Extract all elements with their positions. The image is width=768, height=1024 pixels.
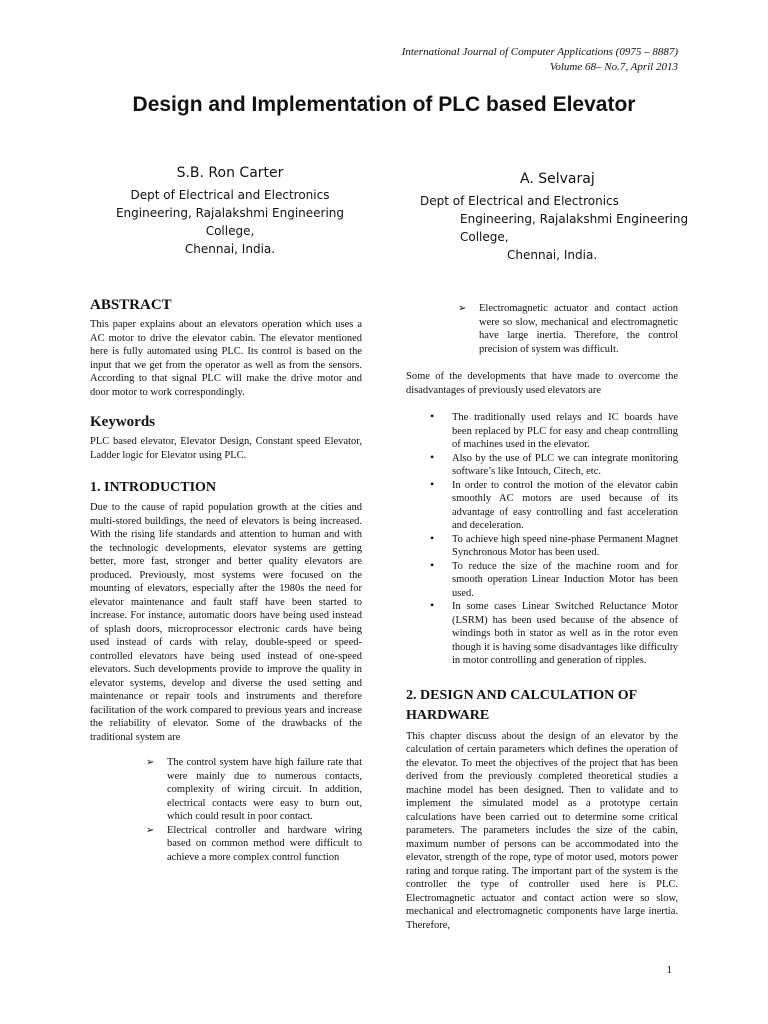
author-affiliation-line: Engineering, Rajalakshmi Engineering	[460, 212, 689, 226]
list-item	[430, 530, 678, 560]
keywords-text: PLC based elevator, Elevator Design, Constant speed Elevator, Ladder logic for Elevator using PLC.	[90, 436, 362, 461]
list-item-text: In order to control the motion of the elevator cabin smoothly AC motors are used because of its advantage of easy controlling and fast acceleration and deceleration.	[452, 479, 678, 531]
list-item	[458, 302, 678, 356]
arrow-bullet-icon: ➢	[146, 824, 155, 836]
paper-title: Design and Implementation of PLC based Elevator	[132, 93, 636, 116]
drawbacks-list	[146, 756, 362, 864]
introduction-heading: 1. INTRODUCTION	[90, 480, 217, 495]
list-item-text: To reduce the size of the machine room and for smooth operation Linear Induction Motor has been used.	[452, 560, 678, 599]
right-column	[406, 302, 678, 932]
abstract-heading: ABSTRACT	[90, 297, 172, 313]
left-column	[90, 296, 362, 864]
author-affiliation-line: Dept of Electrical and Electronics	[420, 194, 619, 208]
keywords-heading: Keywords	[90, 414, 155, 430]
list-item	[146, 824, 362, 865]
list-item	[430, 557, 678, 601]
arrow-bullet-icon: ➢	[146, 757, 155, 768]
author-affiliation-line: Chennai, India.	[184, 242, 276, 256]
arrow-bullet-icon: ➢	[458, 303, 467, 314]
journal-volume: Volume 68– No.7, April 2013	[549, 61, 678, 73]
developments-intro-text: Some of the developments that have made to overcome the disadvantages of previously used elevators are	[406, 371, 678, 396]
author-name: A. Selvaraj	[520, 171, 595, 187]
list-item-text: Also by the use of PLC we can integrate monitoring software’s like Intouch, Citech, etc.	[452, 452, 678, 477]
dot-bullet-icon: •	[430, 557, 435, 572]
section2-heading: 2. DESIGN AND CALCULATION OF HARDWARE	[406, 687, 637, 723]
developments-list	[430, 411, 678, 668]
list-item-text: The traditionally used relays and IC boards have been replaced by PLC for easy and cheap controlling of machines used in the elevator.	[452, 412, 678, 450]
introduction-text: Due to the cause of rapid population growth at the cities and multi-stored buildings, the need of elevators is being increased. With the rising life standards and attention to human and with the technologic developments, elevator systems are getting better, more fast, stronger and better quality elevators are produced. Previously, most systems were focused on the mounting of elevators, especially after the 1980s the need for elevator maintenance and fault staff have been started to increase. For instance, automatic doors have being used instead of splash doors, microprocessor electronic cards have being used instead of cards with relay, double-speed or speed-controlled elevators have being used instead of one-speed elevators. Such developments provide to improve the quality in elevator systems, develop and diverse the used setting and maintenance or repair tools and instruments and therefore facilitation of the work compared to previous years and increase the reliability of elevator. Some of the drawbacks of the traditional system are	[90, 502, 362, 743]
author-affiliation-line: Chennai, India.	[507, 248, 598, 262]
author-affiliation-line: College,	[205, 224, 255, 238]
list-item	[146, 756, 362, 824]
list-item-text: To achieve high speed nine-phase Permanent Magnet Synchronous Motor has been used.	[452, 533, 678, 558]
list-item	[430, 449, 678, 479]
journal-name: International Journal of Computer Applications (0975 – 8887)	[401, 46, 678, 58]
author-affiliation-line: Engineering, Rajalakshmi Engineering	[115, 206, 345, 220]
author-name: S.B. Ron Carter	[176, 165, 284, 181]
journal-header	[402, 45, 678, 75]
list-item-text: Electromagnetic actuator and contact action were so slow, mechanical and electromagnetic have large inertia. Therefore, the control precision of system was difficult.	[479, 303, 678, 355]
drawbacks-list-continued	[458, 302, 678, 356]
dot-bullet-icon: •	[430, 598, 435, 612]
dot-bullet-icon: •	[430, 530, 435, 545]
dot-bullet-icon: •	[430, 476, 435, 491]
list-item	[430, 411, 678, 452]
list-item	[430, 476, 678, 533]
list-item-text: The control system have high failure rate that were mainly due to numerous contacts, complexity of wiring circuit. In addition, electrical contacts were easy to burn out, which could result in poor contact.	[167, 757, 362, 822]
page-number: 1	[666, 964, 672, 976]
author-block-1	[90, 164, 370, 258]
author-affiliation-line: College,	[460, 230, 509, 244]
author-block-2	[410, 170, 710, 264]
dot-bullet-icon: •	[430, 409, 435, 423]
dot-bullet-icon: •	[430, 449, 435, 464]
abstract-text: This paper explains about an elevators operation which uses a AC motor to drive the elevator cabin. The elevator mentioned here is fully automated using PLC. Its control is based on the input that we get from the operator as well as from the sensors. According to that signal PLC will make the drive motor and door motor to work correspondingly.	[90, 319, 362, 398]
author-affiliation-line: Dept of Electrical and Electronics	[130, 188, 330, 202]
list-item-text: In some cases Linear Switched Reluctance Motor (LSRM) has been used because of the absence of windings both in stator as well as in the rotor even though it is having some disadvantages like difficulty in motor controlling and generation of ripples.	[452, 601, 678, 666]
list-item-text: Electrical controller and hardware wiring based on common method were difficult to achieve a more complex control function	[167, 824, 362, 863]
list-item	[430, 600, 678, 668]
section2-text: This chapter discuss about the design of an elevator by the calculation of certain parameters which defines the operation of the elevator. To meet the objectives of the project that has been derived from the previously completed theoretical studies a machine model has been designed. Then to validate and to implement the simulated model as a prototype certain calculations have been carried out to determine some critical parameters. The parameters includes the size of the cabin, maximum number of persons can be accommodated into the elevator, strength of the rope, type of motor used, motors power rating and torque rating. The important part of the system is the controller the type of controller used here is PLC. Electromagnetic actuator and contact action were so slow, mechanical and electromagnetic components have large inertia. Therefore,	[406, 730, 678, 931]
